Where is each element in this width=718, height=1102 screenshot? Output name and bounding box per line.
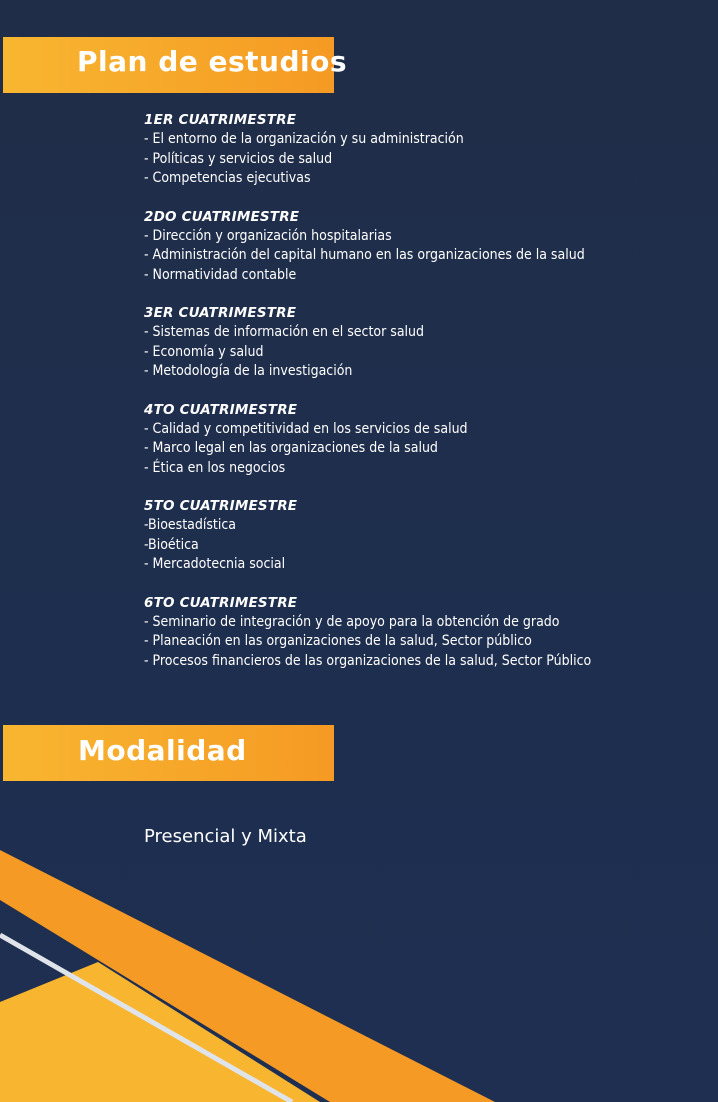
- course-item: -Bioestadística: [144, 517, 236, 533]
- course-item: - Metodología de la investigación: [144, 363, 353, 379]
- course-item: - Seminario de integración y de apoyo para la obtención de grado: [144, 613, 560, 630]
- course-item: - Políticas y servicios de salud: [144, 150, 333, 167]
- modalidad-value: Presencial y Mixta: [144, 826, 307, 847]
- course-item: - Economía y salud: [144, 343, 264, 360]
- course-item: - Sistemas de información en el sector salud: [144, 324, 425, 340]
- term-title: 5TO CUATRIMESTRE: [144, 498, 298, 514]
- term-title: 3ER CUATRIMESTRE: [144, 305, 297, 321]
- term-title: 2DO CUATRIMESTRE: [144, 208, 300, 225]
- term-title: 1ER CUATRIMESTRE: [144, 112, 297, 128]
- course-item: - Marco legal en las organizaciones de la salud: [144, 440, 438, 456]
- plan-de-estudios-heading: Plan de estudios: [77, 45, 347, 78]
- course-item: - Administración del capital humano en las organizaciones de la salud: [144, 247, 585, 263]
- course-item: - El entorno de la organización y su administración: [144, 131, 464, 147]
- modalidad-heading: Modalidad: [78, 734, 247, 767]
- course-item: - Ética en los negocios: [144, 459, 286, 476]
- course-item: - Normatividad contable: [144, 266, 297, 283]
- course-item: - Mercadotecnia social: [144, 556, 286, 572]
- course-item: - Calidad y competitividad en los servicios de salud: [144, 420, 468, 437]
- term-title: 6TO CUATRIMESTRE: [144, 594, 298, 611]
- term-title: 4TO CUATRIMESTRE: [144, 401, 298, 418]
- course-item: - Dirección y organización hospitalarias: [144, 227, 392, 244]
- course-item: - Planeación en las organizaciones de la salud, Sector público: [144, 633, 532, 649]
- course-item: -Bioética: [144, 536, 199, 553]
- course-item: - Competencias ejecutivas: [144, 170, 311, 186]
- course-item: - Procesos financieros de las organizaciones de la salud, Sector Público: [144, 652, 592, 669]
